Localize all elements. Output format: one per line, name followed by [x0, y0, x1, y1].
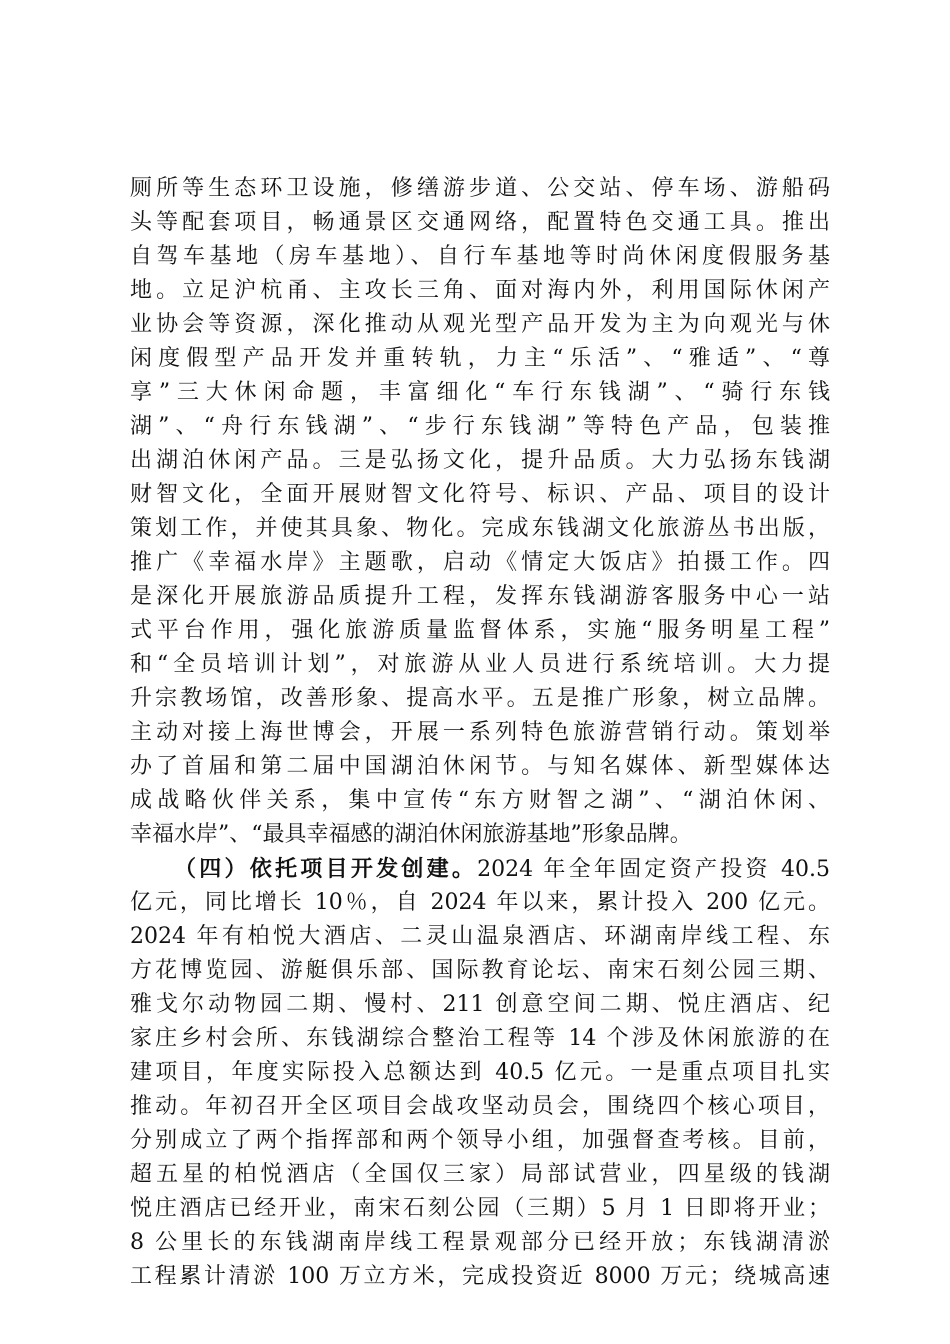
text-line: 业协会等资源，深化推动从观光型产品开发为主为向观光与休 [130, 312, 830, 337]
text-line: 主动对接上海世博会，开展一系列特色旅游营销行动。策划举 [130, 720, 830, 745]
text-line: 头等配套项目，畅通景区交通网络，配置特色交通工具。推出 [130, 210, 830, 235]
text-line: 推广《幸福水岸》主题歌，启动《情定大饭店》拍摄工作。四 [130, 550, 830, 575]
text-line: 办了首届和第二届中国湖泊休闲节。与知名媒体、新型媒体达 [130, 754, 830, 779]
text-line: 自驾车基地（房车基地）、自行车基地等时尚休闲度假服务基 [130, 244, 830, 269]
text-line: 厕所等生态环卫设施，修缮游步道、公交站、停车场、游船码 [130, 176, 830, 201]
text-line: 成战略伙伴关系，集中宣传“东方财智之湖”、“湖泊休闲、 [130, 788, 830, 813]
text-line: 享”三大休闲命题，丰富细化“车行东钱湖”、“骑行东钱 [130, 380, 830, 405]
text-line: 策划工作，并使其具象、物化。完成东钱湖文化旅游丛书出版， [130, 516, 830, 541]
text-line: 幸福水岸”、“最具幸福感的湖泊休闲旅游基地”形象品牌。 [130, 822, 692, 847]
text-line: 地。立足沪杭甬、主攻长三角、面对海内外，利用国际休闲产 [130, 278, 830, 303]
text-line: 推动。年初召开全区项目会战攻坚动员会，围绕四个核心项目， [130, 1094, 830, 1119]
section-heading-line [130, 852, 830, 886]
text-line: 是深化开展旅游品质提升工程，发挥东钱湖游客服务中心一站 [130, 584, 830, 609]
text-line: 雅戈尔动物园二期、慢村、211 创意空间二期、悦庄酒店、纪 [130, 992, 830, 1017]
text-line: 湖”、“舟行东钱湖”、“步行东钱湖”等特色产品，包装推 [130, 414, 830, 439]
text-line: 升宗教场馆，改善形象、提高水平。五是推广形象，树立品牌。 [130, 686, 830, 711]
text-line: 亿元，同比增长 10％，自 2024 年以来，累计投入 200 亿元。 [130, 890, 830, 915]
text-line: 方花博览园、游艇俱乐部、国际教育论坛、南宋石刻公园三期、 [130, 958, 830, 983]
text-line: 和“全员培训计划”，对旅游从业人员进行系统培训。大力提 [130, 652, 830, 677]
section-heading: （四）依托项目开发创建。 [174, 856, 478, 882]
text-line: 8 公里长的东钱湖南岸线工程景观部分已经开放；东钱湖清淤 [130, 1230, 830, 1255]
section-heading-continuation: 2024 年全年固定资产投资 40.5 [477, 857, 830, 882]
text-line: 出湖泊休闲产品。三是弘扬文化，提升品质。大力弘扬东钱湖 [130, 448, 830, 473]
text-line: 2024 年有柏悦大酒店、二灵山温泉酒店、环湖南岸线工程、东 [130, 924, 830, 949]
text-line: 式平台作用，强化旅游质量监督体系，实施“服务明星工程” [130, 618, 830, 643]
text-line: 工程累计清淤 100 万立方米，完成投资近 8000 万元；绕城高速 [130, 1264, 830, 1289]
text-line: 建项目，年度实际投入总额达到 40.5 亿元。一是重点项目扎实 [130, 1060, 830, 1085]
body-text [130, 172, 830, 1294]
text-line: 家庄乡村会所、东钱湖综合整治工程等 14 个涉及休闲旅游的在 [130, 1026, 830, 1051]
text-line: 闲度假型产品开发并重转轨，力主“乐活”、“雅适”、“尊 [130, 346, 830, 371]
text-line: 分别成立了两个指挥部和两个领导小组，加强督查考核。目前， [130, 1128, 830, 1153]
text-line: 悦庄酒店已经开业，南宋石刻公园（三期）5 月 1 日即将开业； [130, 1196, 830, 1221]
text-line: 超五星的柏悦酒店（全国仅三家）局部试营业，四星级的钱湖 [130, 1162, 830, 1187]
text-line: 财智文化，全面开展财智文化符号、标识、产品、项目的设计 [130, 482, 830, 507]
